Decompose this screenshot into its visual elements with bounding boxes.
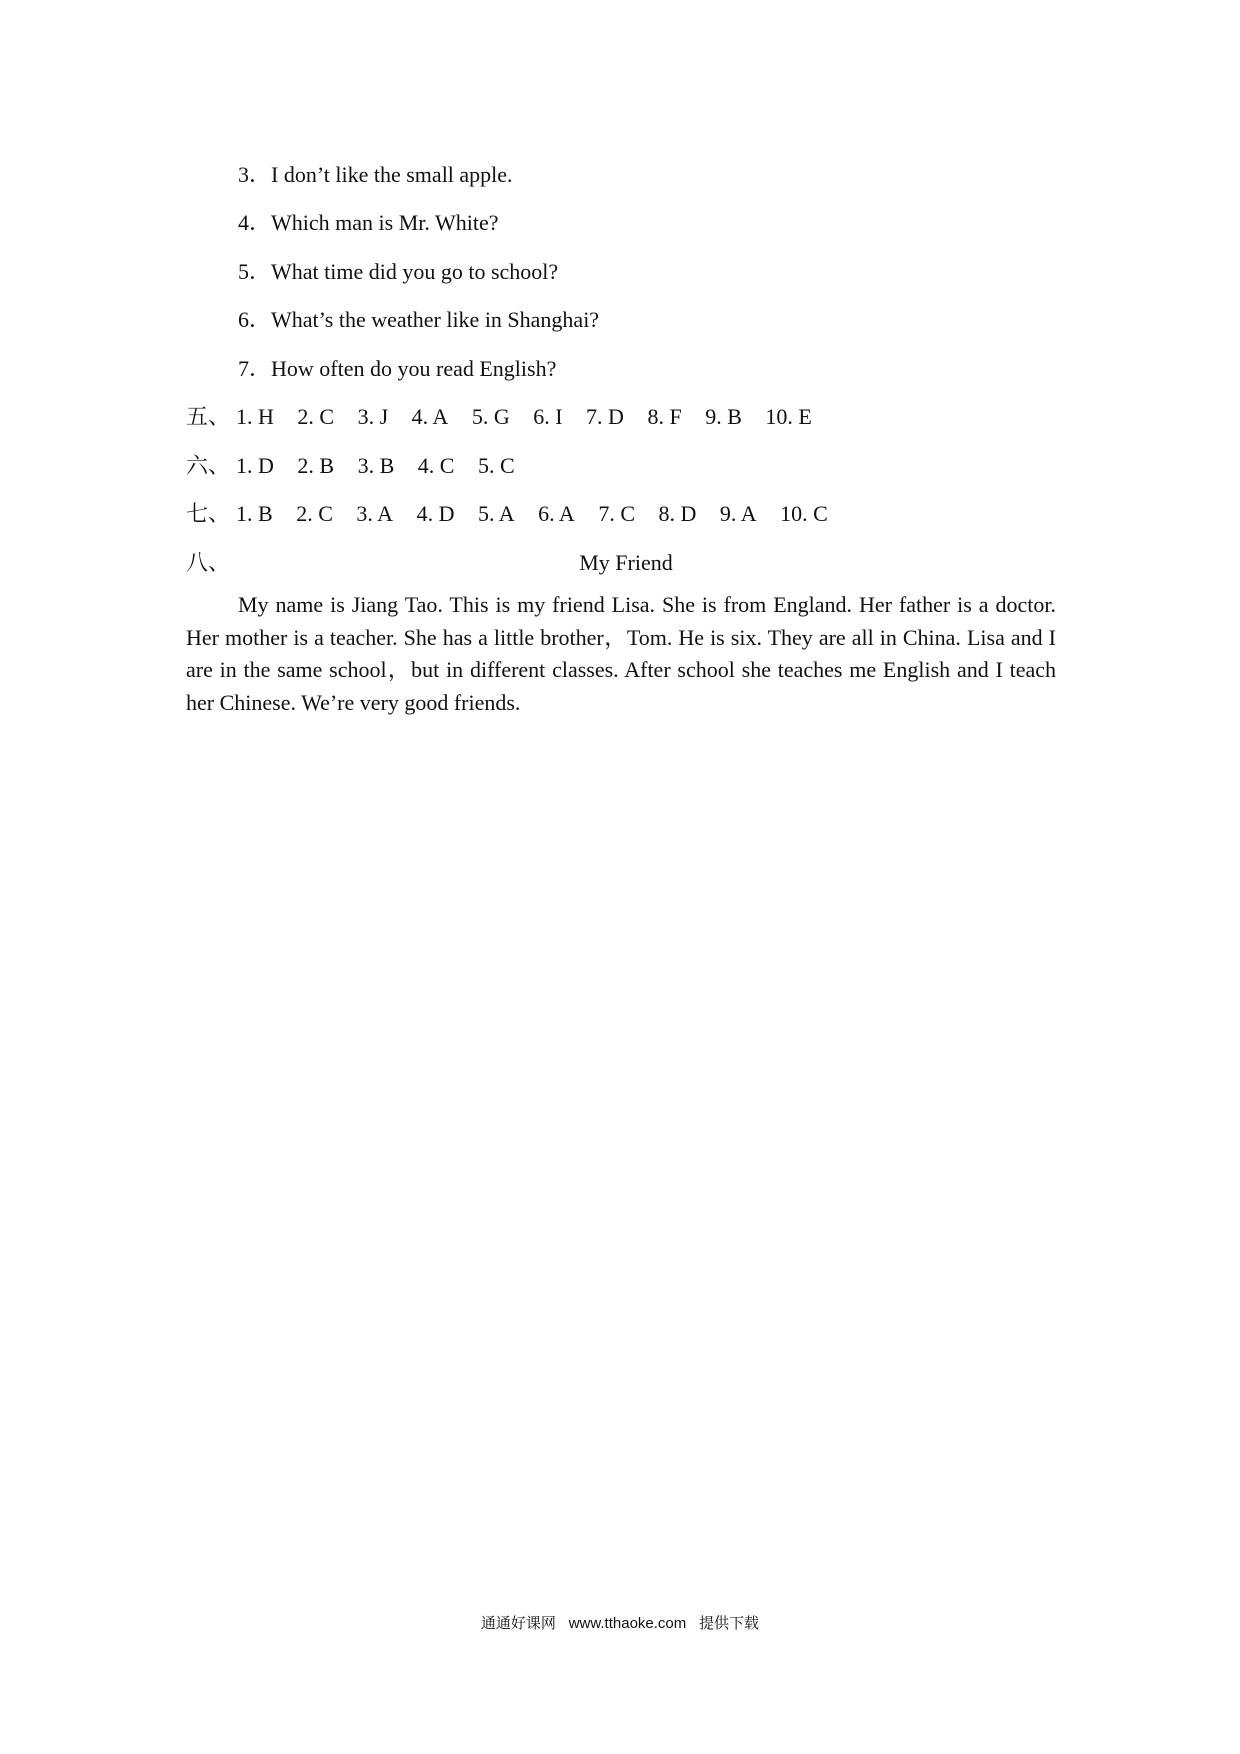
answer-item: 5. A xyxy=(477,501,515,526)
question-4 xyxy=(238,208,499,238)
answer-item: 5. G xyxy=(471,404,510,429)
answer-item: 7. C xyxy=(598,501,636,526)
question-text: What time did you go to school? xyxy=(271,259,559,284)
answer-item: 1. B xyxy=(236,501,273,526)
answer-item: 6. A xyxy=(538,501,575,526)
section-label: 六、 xyxy=(186,453,231,478)
question-5 xyxy=(238,257,558,287)
answer-item: 4. D xyxy=(416,501,455,526)
section-label: 五、 xyxy=(186,404,231,429)
question-text: What’s the weather like in Shanghai? xyxy=(271,307,600,332)
answer-item: 2. C xyxy=(297,404,335,429)
answer-item: 1. H xyxy=(236,404,274,429)
question-text: I don’t like the small apple. xyxy=(271,162,513,187)
answer-item: 2. C xyxy=(296,501,333,526)
footer-url: www.tthaoke.com xyxy=(568,1615,687,1632)
answer-item: 5. C xyxy=(477,453,515,478)
question-number: 3． xyxy=(238,162,272,187)
answer-item: 2. B xyxy=(297,453,335,478)
question-7 xyxy=(238,354,556,384)
essay-title-text: My Friend xyxy=(579,550,673,575)
section-label: 七、 xyxy=(186,501,231,526)
section-liu-answers xyxy=(186,451,515,481)
answer-item: 9. B xyxy=(705,404,742,429)
essay-body: My name is Jiang Tao. This is my friend Lisa. She is from England. Her father is a doctor. Her mother is a teacher. She has a little brother，Tom. He is six. They are all in China. Lisa and I are in the same school，but in different classes. After school she teaches me English and I teach her Chinese. We’re very good friends. xyxy=(186,592,1056,715)
section-qi-answers xyxy=(186,499,828,529)
answer-item: 10. C xyxy=(780,501,828,526)
question-number: 7． xyxy=(238,356,272,381)
answer-item: 7. D xyxy=(586,404,624,429)
section-wu-answers xyxy=(186,402,812,432)
answer-item: 6. I xyxy=(533,404,563,429)
question-number: 4． xyxy=(238,210,272,235)
answer-item: 4. A xyxy=(411,404,449,429)
answer-item: 4. C xyxy=(417,453,455,478)
answer-item: 10. E xyxy=(765,404,812,429)
question-6 xyxy=(238,305,599,335)
question-3 xyxy=(238,160,513,190)
answer-item: 3. J xyxy=(357,404,389,429)
page-footer xyxy=(0,1612,1240,1633)
essay-title xyxy=(0,548,1240,578)
section-label: 八、 xyxy=(186,550,231,575)
question-number: 6． xyxy=(238,307,272,332)
answer-item: 1. D xyxy=(236,453,274,478)
question-text: How often do you read English? xyxy=(271,356,557,381)
footer-suffix: 提供下载 xyxy=(699,1614,760,1632)
footer-site-name: 通通好课网 xyxy=(480,1614,556,1632)
answer-item: 9. A xyxy=(719,501,757,526)
answer-item: 3. A xyxy=(356,501,394,526)
answer-item: 3. B xyxy=(357,453,395,478)
question-text: Which man is Mr. White? xyxy=(271,210,499,235)
answer-item: 8. F xyxy=(647,404,682,429)
answer-item: 8. D xyxy=(658,501,697,526)
question-number: 5． xyxy=(238,259,272,284)
